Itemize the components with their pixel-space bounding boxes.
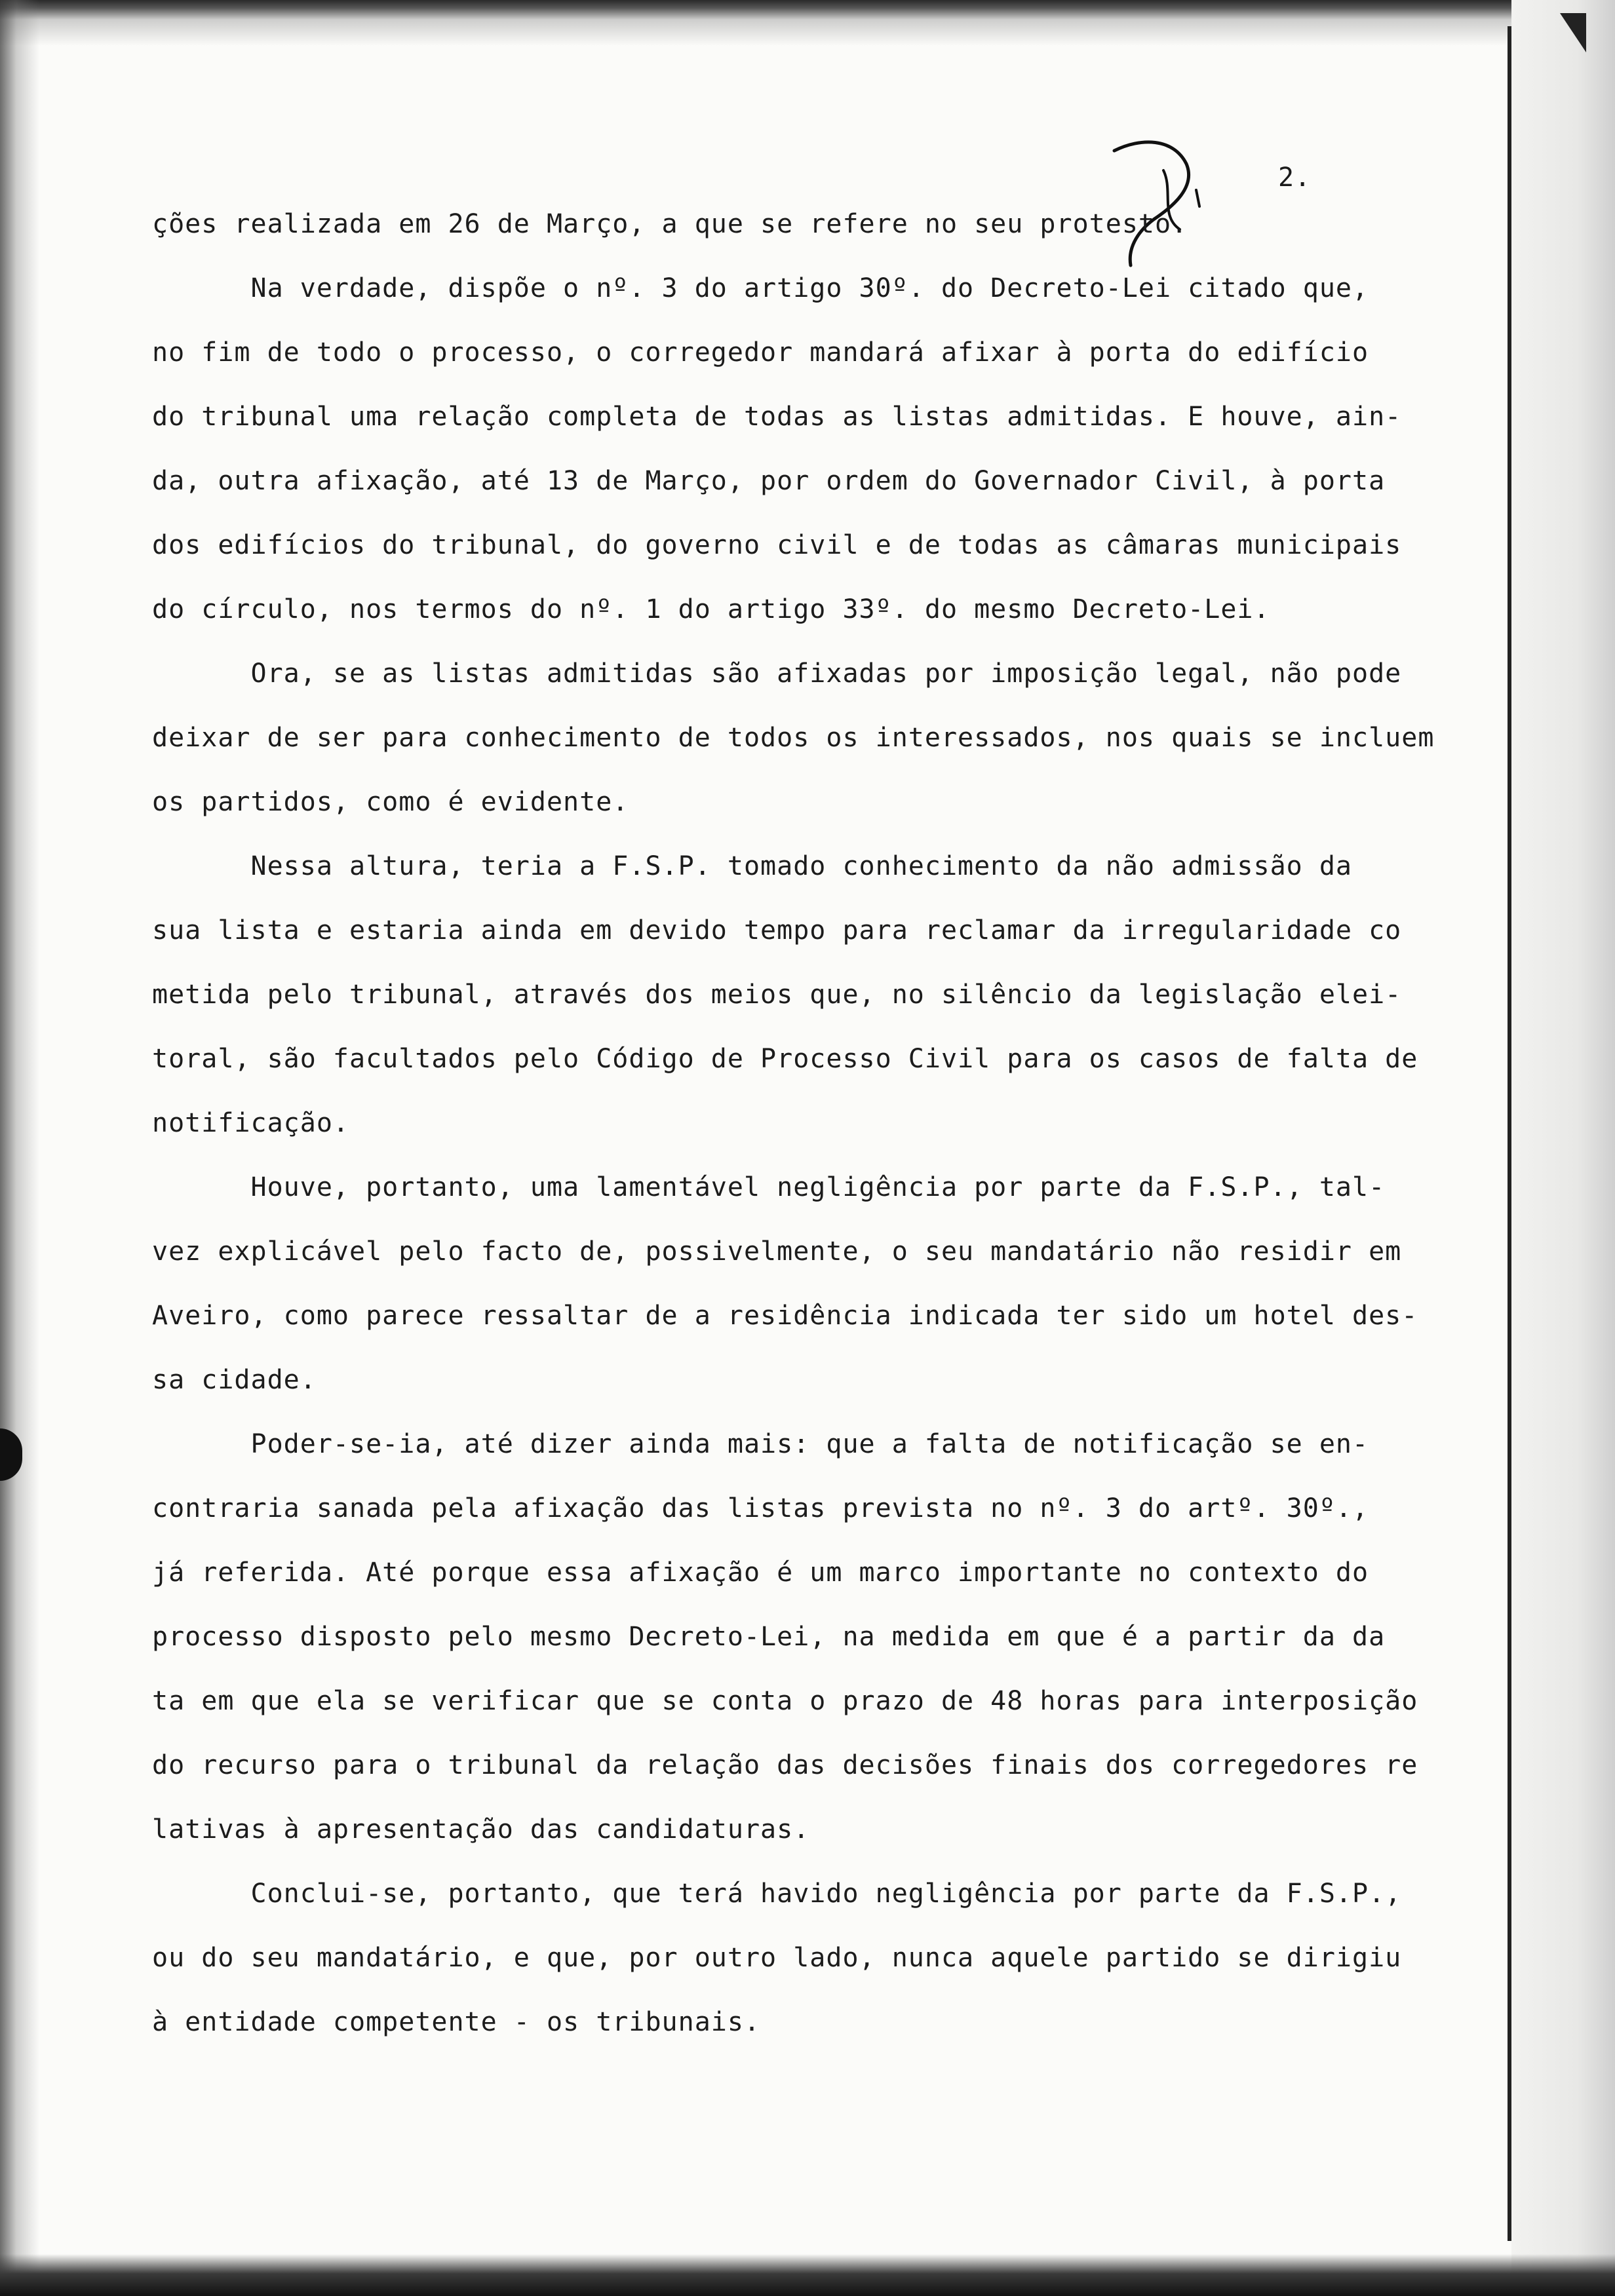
text-line: Houve, portanto, uma lamentável negligência por parte da F.S.P., tal- [152, 1172, 1386, 1202]
text-line: vez explicável pelo facto de, possivelmente, o seu mandatário não residir em [152, 1236, 1402, 1267]
handwritten-signature [1101, 131, 1232, 269]
text-line: notificação. [152, 1108, 349, 1138]
text-line: ta em que ela se verificar que se conta o prazo de 48 horas para interposição [152, 1686, 1418, 1716]
text-line: lativas à apresentação das candidaturas. [152, 1814, 810, 1845]
text-line: Ora, se as listas admitidas são afixadas por imposição legal, não pode [152, 659, 1402, 689]
text-line: contraria sanada pela afixação das listas prevista no nº. 3 do artº. 30º., [152, 1493, 1369, 1523]
text-line: do tribunal uma relação completa de todas as listas admitidas. E houve, ain- [152, 402, 1402, 432]
text-line: da, outra afixação, até 13 de Março, por ordem do Governador Civil, à porta [152, 466, 1386, 496]
corner-mark [1560, 13, 1586, 52]
page-border-line [1508, 26, 1511, 2241]
text-line: os partidos, como é evidente. [152, 787, 629, 817]
text-line: ou do seu mandatário, e que, por outro lado, nunca aquele partido se dirigiu [152, 1943, 1402, 1973]
page-number: 2. [1278, 163, 1312, 193]
text-line: Aveiro, como parece ressaltar de a residência indicada ter sido um hotel des- [152, 1301, 1418, 1331]
scan-edge-bottom [0, 2254, 1615, 2296]
text-line: Poder-se-ia, até dizer ainda mais: que a falta de notificação se en- [152, 1429, 1369, 1459]
text-line: Nessa altura, teria a F.S.P. tomado conhecimento da não admissão da [152, 851, 1352, 881]
text-line: deixar de ser para conhecimento de todos os interessados, nos quais se incluem [152, 723, 1435, 753]
text-line: toral, são facultados pelo Código de Processo Civil para os casos de falta de [152, 1044, 1418, 1074]
scan-edge-left [0, 0, 39, 2296]
text-line: já referida. Até porque essa afixação é um marco importante no contexto do [152, 1558, 1369, 1588]
text-line: processo disposto pelo mesmo Decreto-Lei, na medida em que é a partir da da [152, 1622, 1386, 1652]
text-line: Conclui-se, portanto, que terá havido negligência por parte da F.S.P., [152, 1879, 1402, 1909]
scan-edge-right [1511, 0, 1615, 2296]
text-line: à entidade competente - os tribunais. [152, 2007, 761, 2037]
text-line: do círculo, nos termos do nº. 1 do artigo 33º. do mesmo Decreto-Lei. [152, 594, 1270, 624]
text-line: no fim de todo o processo, o corregedor mandará afixar à porta do edifício [152, 337, 1369, 368]
text-line: Na verdade, dispõe o nº. 3 do artigo 30º. do Decreto-Lei citado que, [152, 273, 1369, 303]
text-line: metida pelo tribunal, através dos meios que, no silêncio da legislação elei- [152, 980, 1402, 1010]
text-line: dos edifícios do tribunal, do governo civil e de todas as câmaras municipais [152, 530, 1402, 560]
scan-edge-top [0, 0, 1615, 46]
text-line: sua lista e estaria ainda em devido tempo para reclamar da irregularidade co [152, 915, 1402, 946]
text-line: do recurso para o tribunal da relação das decisões finais dos corregedores re [152, 1750, 1418, 1780]
text-line: ções realizada em 26 de Março, a que se refere no seu protesto. [152, 209, 1188, 239]
text-line: sa cidade. [152, 1365, 317, 1395]
